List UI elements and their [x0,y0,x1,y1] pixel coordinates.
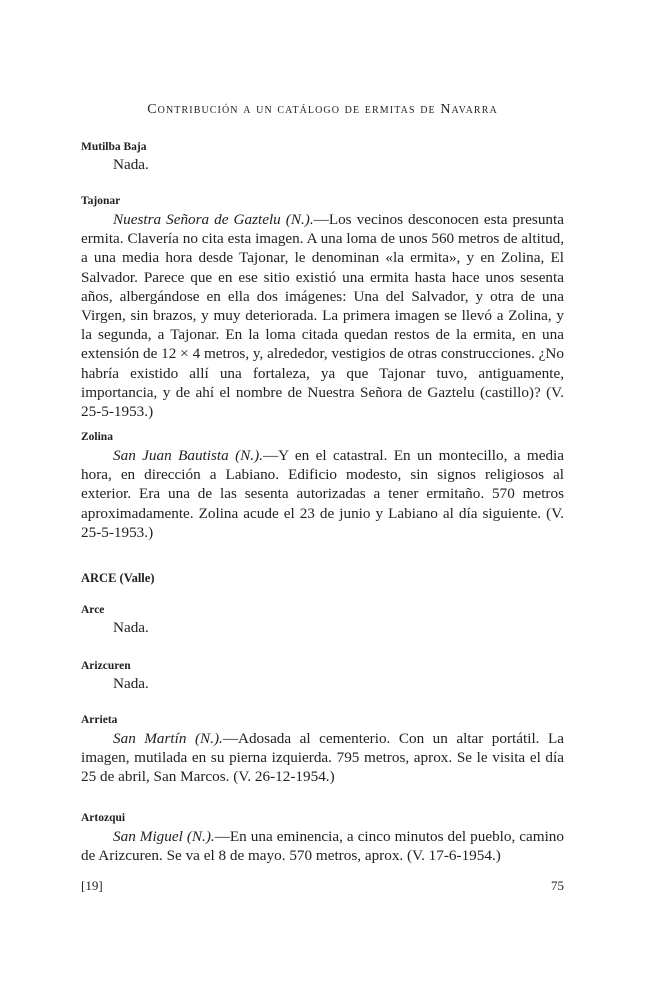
page-number: 75 [551,878,564,893]
hermitage-title: San Juan Bautista [113,447,229,464]
hermitage-abbr: (N.). [182,828,215,845]
region-heading: ARCE (Valle) [81,571,155,585]
entry-arrieta [81,713,564,787]
entry-text: Nada. [113,156,149,173]
hermitage-abbr: (N.). [228,447,263,464]
entry-artozqui [81,811,564,865]
entry-text: —Adosada al cementerio. Con un altar portátil. La imagen, mutilada en su pierna izquierda. 795 metros, aprox. Se le visita el día 25 de abril, San Marcos. (V. 26-12-1954.) [81,730,564,786]
entry-body [81,827,564,865]
entry-text: —Y en el catastral. En un montecillo, a media hora, en dirección a Labiano. Edificio modesto, sin signos religiosos al exterior. Era una de las sesenta autorizadas a tener ermitaño. 570 metros aproximadamente. Zolina acude el 23 de junio y Labiano al día siguiente. (V. 25-5-1953.) [81,447,565,541]
entry-text: —Los vecinos desconocen esta presunta ermita. Clavería no cita esta imagen. A una loma de unos 560 metros de altitud, a una media hora desde Tajonar, le denominan «la ermita», y en Zolina, El Salvador. Parece que en ese sitio existió una ermita hasta hace unos sesenta años, albergándose en ella dos imágenes: Una del Salvador, y otra de una Virgen, sin brazos, y muy deteriorada. La primera imagen se llevó a Zolina, y la segunda, a Tajonar. En la loma citada quedan restos de la ermita, en una extensión de 12 × 4 metros, y, alrededor, vestigios de otras construcciones. ¿No habría existido allí una fortaleza, ya que Tajonar tuvo, antiguamente, importancia, y de ahí el nombre de Nuestra Señora de Gaztelu (castillo)? (V. 25-5-1953.) [81,211,564,421]
hermitage-title: San Martín [113,730,187,747]
entry-mutilba [81,140,564,174]
hermitage-title: Nuestra Señora de Gaztelu [113,211,281,228]
entry-heading: Arrieta [81,714,118,726]
entry-text: Nada. [113,675,149,692]
entry-heading: Zolina [81,431,113,443]
running-head: Contribución a un catálogo de ermitas de Navarra [147,102,498,117]
entry-body [81,729,564,787]
entry-tajonar [81,194,564,421]
hermitage-abbr: (N.). [186,730,223,747]
entry-arizcuren [81,659,564,693]
entry-heading: Artozqui [81,812,126,824]
entry-body [81,210,564,421]
entry-heading: Arce [81,604,105,616]
entry-arce [81,603,564,637]
hermitage-abbr: (N.). [280,211,314,228]
entry-arce-valle [81,571,564,585]
hermitage-title: San Miguel [113,828,183,845]
entry-text: Nada. [113,619,149,636]
section-number: [19] [81,878,103,893]
entry-heading: Tajonar [81,195,121,207]
entry-body [81,446,564,542]
entry-zolina [81,430,564,542]
entry-heading: Arizcuren [81,660,131,672]
entry-heading: Mutilba Baja [81,141,147,153]
entry-text: —En una eminencia, a cinco minutos del pueblo, camino de Arizcuren. Se va el 8 de mayo. 570 metros, aprox. (V. 17-6-1954.) [81,828,564,865]
